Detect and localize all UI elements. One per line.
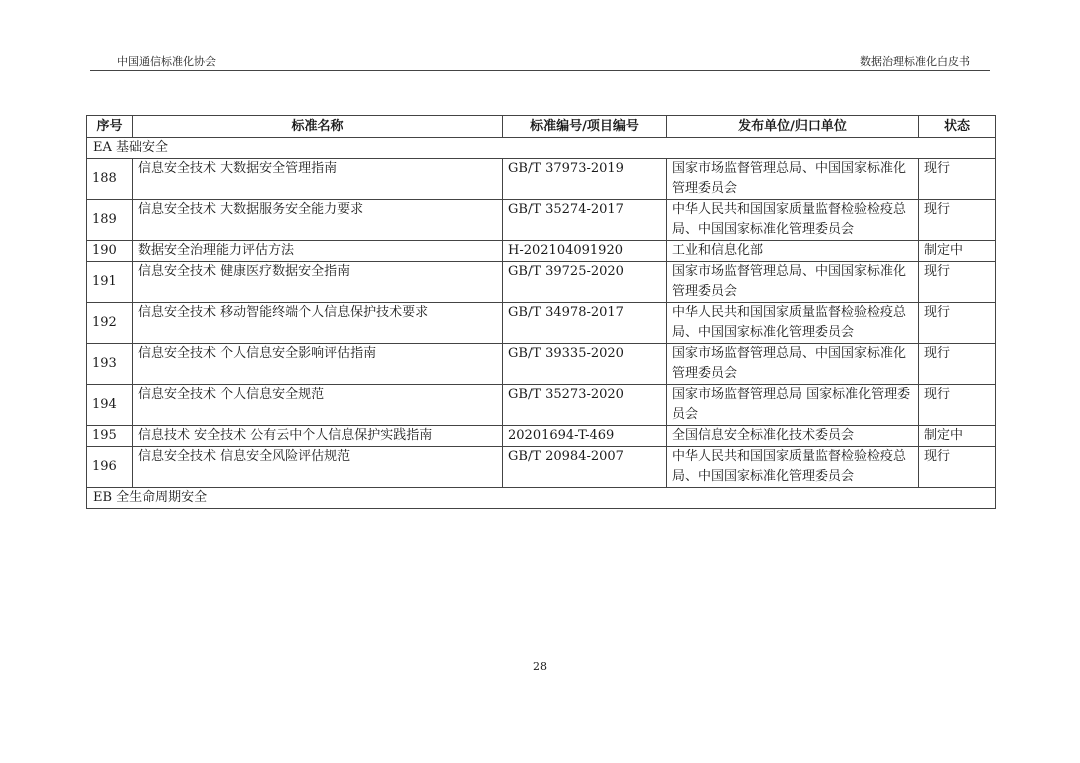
col-header-status: 状态: [919, 116, 996, 138]
row-number: 195: [87, 426, 133, 447]
standard-code: GB/T 35274-2017: [503, 200, 667, 241]
issuing-org: 工业和信息化部: [667, 241, 919, 262]
status: 现行: [919, 200, 996, 241]
standard-code: GB/T 39725-2020: [503, 262, 667, 303]
standard-name: 数据安全治理能力评估方法: [133, 241, 503, 262]
issuing-org: 中华人民共和国国家质量监督检验检疫总局、中国国家标准化管理委员会: [667, 303, 919, 344]
row-number: 189: [87, 200, 133, 241]
col-header-code: 标准编号/项目编号: [503, 116, 667, 138]
status: 制定中: [919, 426, 996, 447]
issuing-org: 中华人民共和国国家质量监督检验检疫总局、中国国家标准化管理委员会: [667, 447, 919, 488]
table-row: [87, 262, 996, 303]
table-row: [87, 303, 996, 344]
issuing-org: 国家市场监督管理总局、中国国家标准化管理委员会: [667, 262, 919, 303]
table-row: [87, 426, 996, 447]
section-label: EB 全生命周期安全: [87, 488, 996, 509]
status: 现行: [919, 447, 996, 488]
row-number: 196: [87, 447, 133, 488]
standard-name: 信息安全技术 大数据安全管理指南: [133, 159, 503, 200]
status: 现行: [919, 262, 996, 303]
standard-code: GB/T 39335-2020: [503, 344, 667, 385]
table-row: [87, 385, 996, 426]
standard-name: 信息安全技术 信息安全风险评估规范: [133, 447, 503, 488]
row-number: 191: [87, 262, 133, 303]
header-left-title: 中国通信标准化协会: [117, 55, 216, 68]
col-header-name: 标准名称: [133, 116, 503, 138]
page-number: 28: [533, 660, 547, 673]
status: 制定中: [919, 241, 996, 262]
status: 现行: [919, 303, 996, 344]
standard-code: H-202104091920: [503, 241, 667, 262]
standard-name: 信息安全技术 个人信息安全影响评估指南: [133, 344, 503, 385]
section-row: [87, 138, 996, 159]
issuing-org: 国家市场监督管理总局、中国国家标准化管理委员会: [667, 344, 919, 385]
row-number: 188: [87, 159, 133, 200]
standards-table: [86, 115, 996, 509]
col-header-no: 序号: [87, 116, 133, 138]
standard-name: 信息技术 安全技术 公有云中个人信息保护实践指南: [133, 426, 503, 447]
section-row: [87, 488, 996, 509]
status: 现行: [919, 344, 996, 385]
row-number: 193: [87, 344, 133, 385]
standard-code: GB/T 34978-2017: [503, 303, 667, 344]
row-number: 190: [87, 241, 133, 262]
col-header-org: 发布单位/归口单位: [667, 116, 919, 138]
table-row: [87, 159, 996, 200]
table-row: [87, 241, 996, 262]
standard-code: GB/T 35273-2020: [503, 385, 667, 426]
standard-name: 信息安全技术 健康医疗数据安全指南: [133, 262, 503, 303]
standard-name: 信息安全技术 大数据服务安全能力要求: [133, 200, 503, 241]
standard-name: 信息安全技术 移动智能终端个人信息保护技术要求: [133, 303, 503, 344]
table-row: [87, 344, 996, 385]
issuing-org: 国家市场监督管理总局 国家标准化管理委员会: [667, 385, 919, 426]
header-right-title: 数据治理标准化白皮书: [860, 55, 970, 68]
issuing-org: 国家市场监督管理总局、中国国家标准化管理委员会: [667, 159, 919, 200]
standard-code: GB/T 37973-2019: [503, 159, 667, 200]
issuing-org: 中华人民共和国国家质量监督检验检疫总局、中国国家标准化管理委员会: [667, 200, 919, 241]
standard-code: GB/T 20984-2007: [503, 447, 667, 488]
header-rule: [90, 70, 990, 71]
status: 现行: [919, 159, 996, 200]
row-number: 194: [87, 385, 133, 426]
standard-code: 20201694-T-469: [503, 426, 667, 447]
table-row: [87, 447, 996, 488]
status: 现行: [919, 385, 996, 426]
table-header-row: [87, 116, 996, 138]
standard-name: 信息安全技术 个人信息安全规范: [133, 385, 503, 426]
section-label: EA 基础安全: [87, 138, 996, 159]
table-row: [87, 200, 996, 241]
row-number: 192: [87, 303, 133, 344]
issuing-org: 全国信息安全标准化技术委员会: [667, 426, 919, 447]
